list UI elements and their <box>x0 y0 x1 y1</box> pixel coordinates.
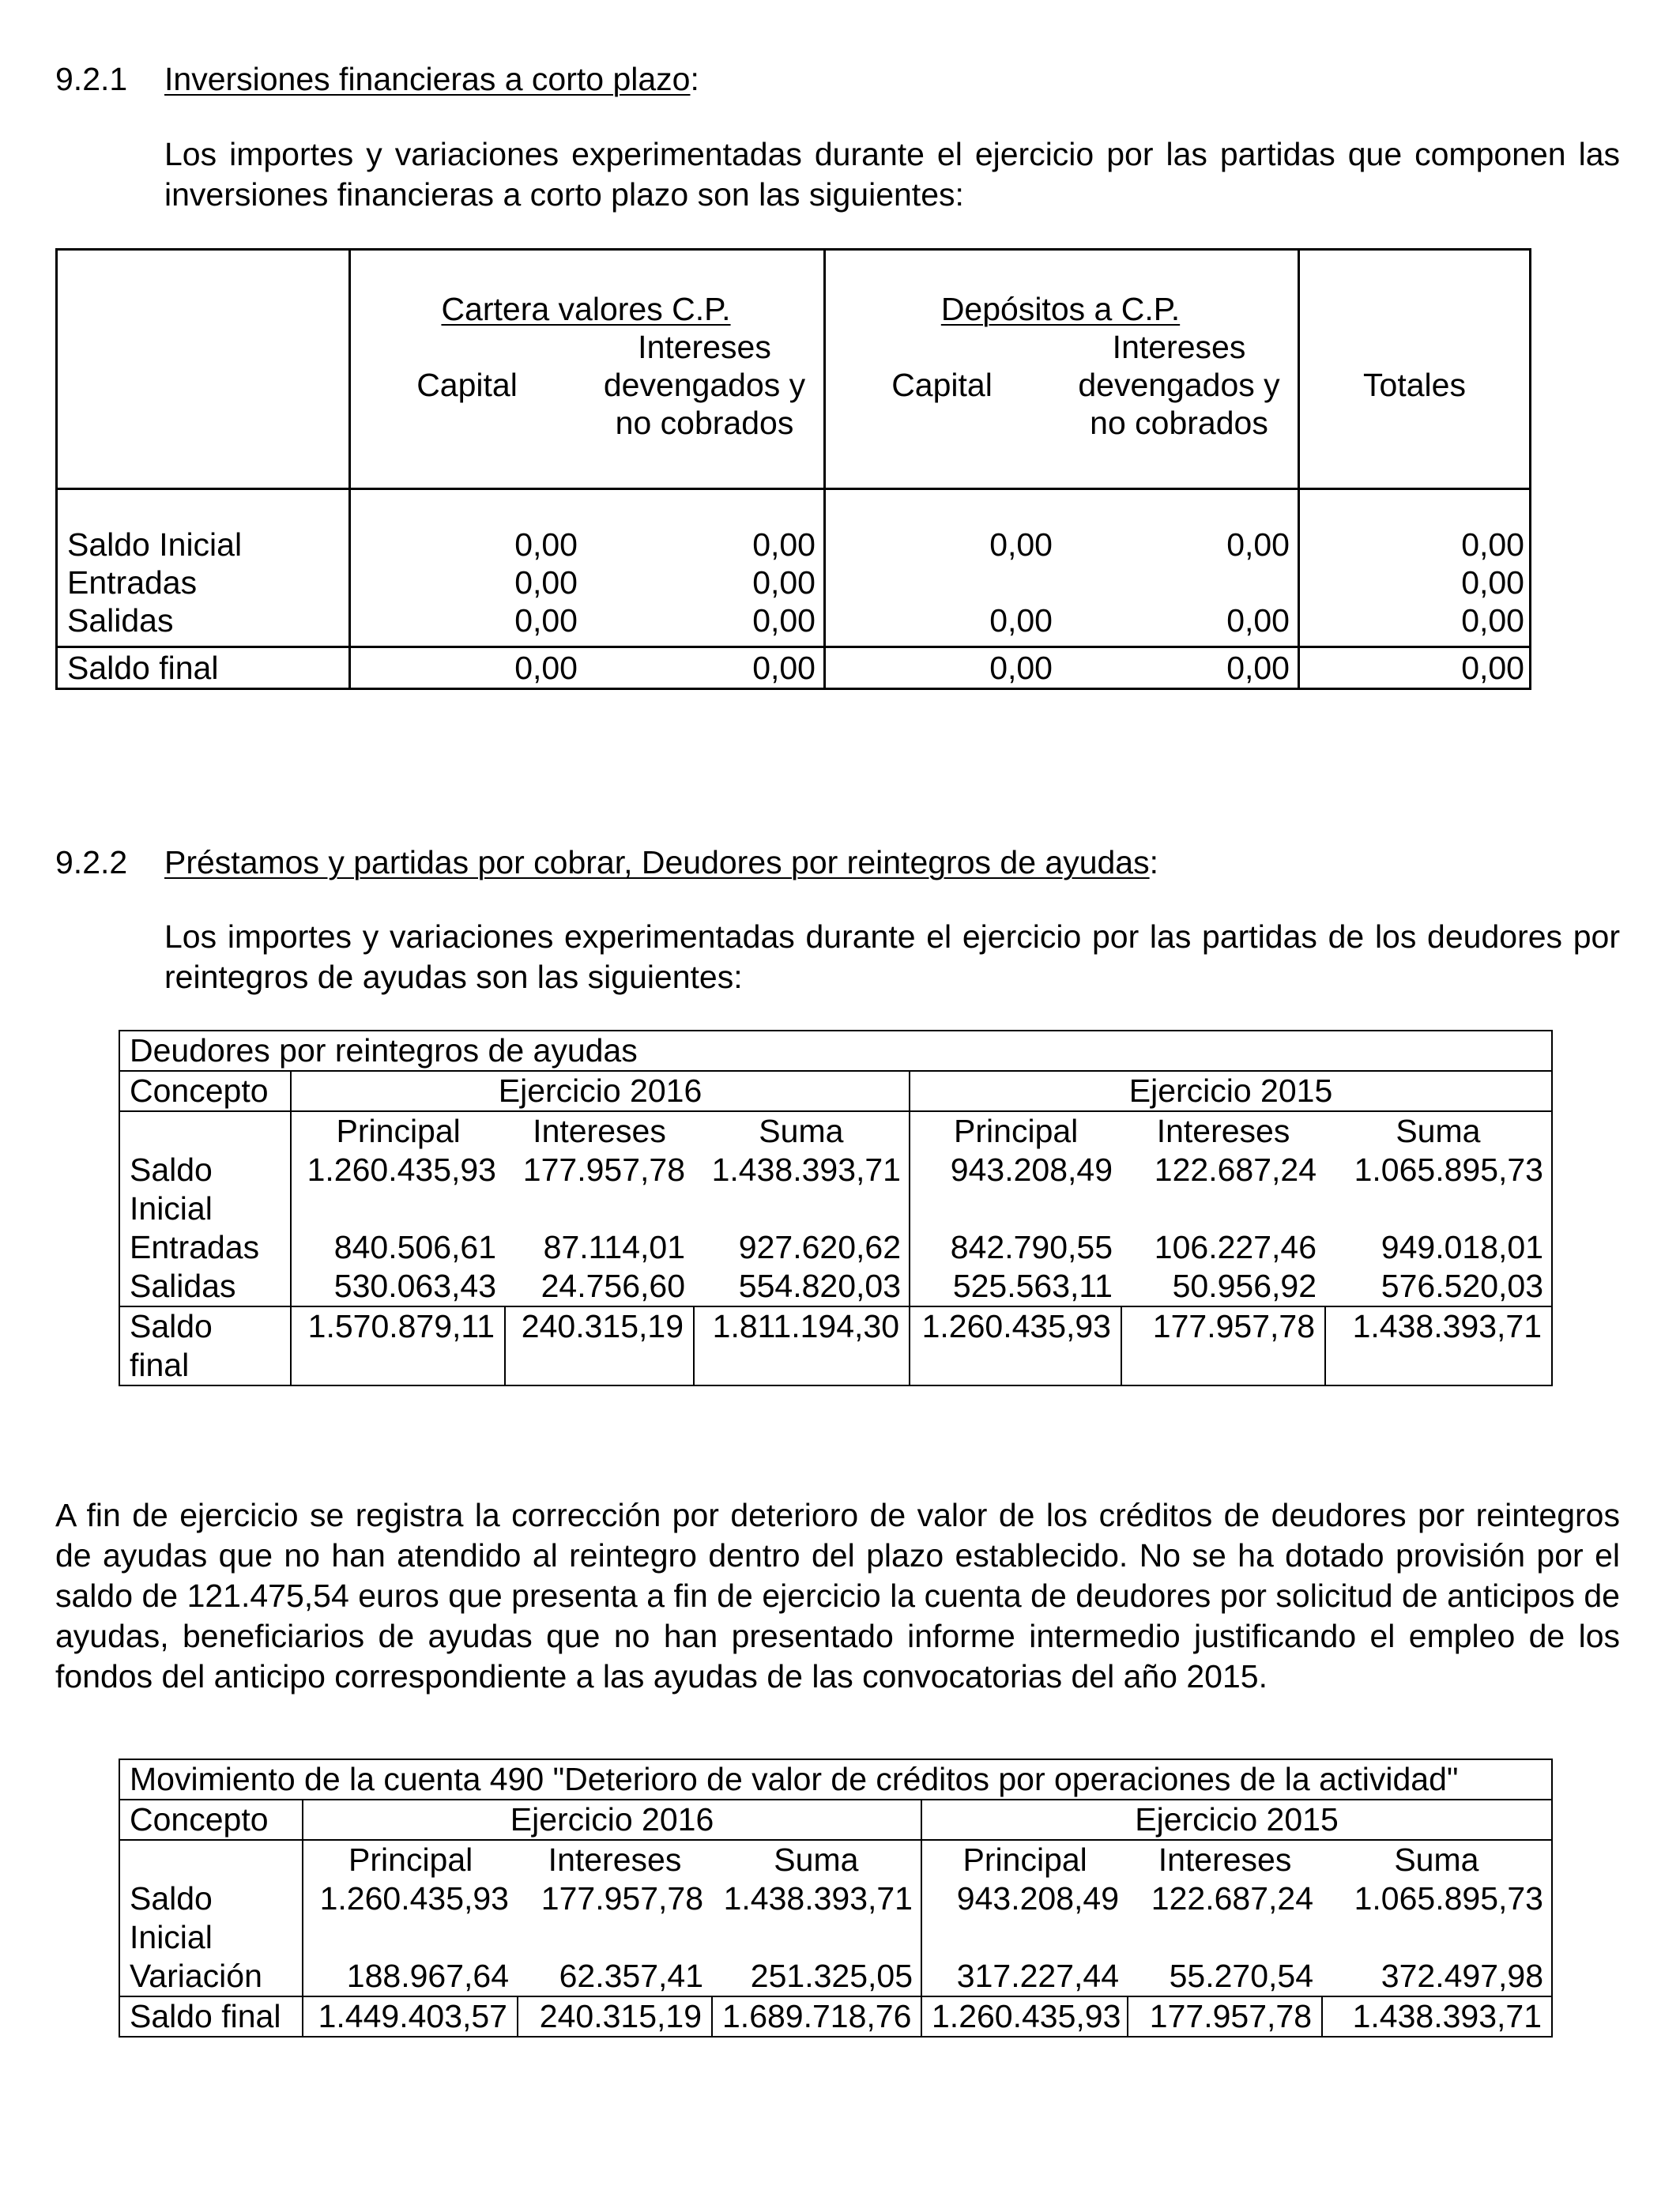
row-labels: Saldo Inicial Variación <box>119 1840 303 1996</box>
deudores-table: Deudores por reintegros de ayudas Concepto Ejercicio 2016 Ejercicio 2015 Saldo Inicial Entradas Salidas Principal Intereses Suma 1.260.435,93 177.957,78 1.438.393,71 840.506,61 87.114,01 927.620,62 530.063,43 24.756,60 554.820,03 Principal Intereses Suma 943.208,49 122.687,24 1.065.895,73 842.790,55 106.227,46 949.018,01 525.563,11 50.956,92 576.520,03 Saldo final 1.570.879,11 240.315,19 1.811.194,30 1.260.435,93 177.957,78 1.438.393,71 <box>119 1030 1553 1386</box>
concepto-header: Concepto <box>119 1071 291 1111</box>
concepto-header: Concepto <box>119 1800 303 1840</box>
row-labels: Saldo Inicial Entradas Salidas <box>119 1111 291 1306</box>
col-capital: Capital <box>891 367 993 403</box>
row-label: Entradas <box>67 564 198 601</box>
row-label: Salidas <box>67 602 174 639</box>
deterioro-paragraph: A fin de ejercicio se registra la corrección por deterioro de valor de los créditos de deudores por reintegros de ayudas que no han atendido al reintegro dentro del plazo establecido. No se ha dotado provisión por el saldo de 121.475,54 euros que presenta a fin de ejercicio la cuenta de deudores por solicitud de anticipos de ayudas, beneficiarios de ayudas que no han presentado informe intermedio justificando el empleo de los fondos del anticipo correspondiente a las ayudas de las convocatorias del año 2015. <box>55 1497 1620 1695</box>
cuenta-490-table: Movimiento de la cuenta 490 "Deterioro de valor de créditos por operaciones de la actividad" Concepto Ejercicio 2016 Ejercicio 2015 Saldo Inicial Variación Principal Intereses Suma 1.260.435,93 177.957,78 1.438.393,71 188.967,64 62.357,41 251.325,05 Principal Intereses Suma 943.208,49 122.687,24 1.065.895,73 317.227,44 55.270,54 372.497,98 Saldo final 1.449.403,57 240.315,19 1.689.718,76 1.260.435,93 177.957,78 1.438.393,71 <box>119 1759 1553 2038</box>
year-header: Ejercicio 2016 <box>303 1800 921 1840</box>
section-number: 9.2.2 <box>55 844 128 880</box>
section-title: Préstamos y partidas por cobrar, Deudores por reintegros de ayudas <box>164 844 1150 880</box>
group-depositos: Depósitos a C.P. <box>940 291 1181 327</box>
section-title: Inversiones financieras a corto plazo <box>164 61 691 97</box>
row-label-final: Saldo final <box>119 1306 291 1385</box>
group-cartera: Cartera valores C.P. <box>441 291 731 327</box>
row-label-final: Saldo final <box>119 1996 303 2037</box>
table-title: Deudores por reintegros de ayudas <box>119 1031 1552 1071</box>
year-header: Ejercicio 2016 <box>291 1071 910 1111</box>
col-capital: Capital <box>416 367 518 403</box>
investments-table: Cartera valores C.P. Depósitos a C.P. Capital Intereses devengados y no cobrados Capital Intereses devengados y no cobrados Totales Saldo Inicial Entradas Salidas Saldo final 0,00 0,00 0,00 0,00 0,00 0,00 0,00 0,00 0,00 0,00 0,00 0,00 0,00 0,00 0,00 0,00 0,00 0,00 <box>55 248 1531 690</box>
row-label: Saldo final <box>67 650 219 686</box>
col-totales: Totales <box>1363 367 1466 403</box>
row-label: Saldo Inicial <box>67 526 243 563</box>
section-number: 9.2.1 <box>55 61 128 97</box>
section-intro: Los importes y variaciones experimentadas durante el ejercicio por las partidas de los deudores por reintegros de ayudas son las siguientes: <box>164 918 1620 995</box>
section-heading-921: 9.2.1 Inversiones financieras a corto plazo: <box>55 61 699 97</box>
year-header: Ejercicio 2015 <box>910 1071 1552 1111</box>
table-title: Movimiento de la cuenta 490 "Deterioro de valor de créditos por operaciones de la actividad" <box>119 1759 1552 1800</box>
year-header: Ejercicio 2015 <box>921 1800 1552 1840</box>
section-heading-922: 9.2.2 Préstamos y partidas por cobrar, Deudores por reintegros de ayudas: <box>55 844 1159 880</box>
section-intro: Los importes y variaciones experimentadas durante el ejercicio por las partidas que componen las inversiones financieras a corto plazo son las siguientes: <box>164 136 1620 213</box>
